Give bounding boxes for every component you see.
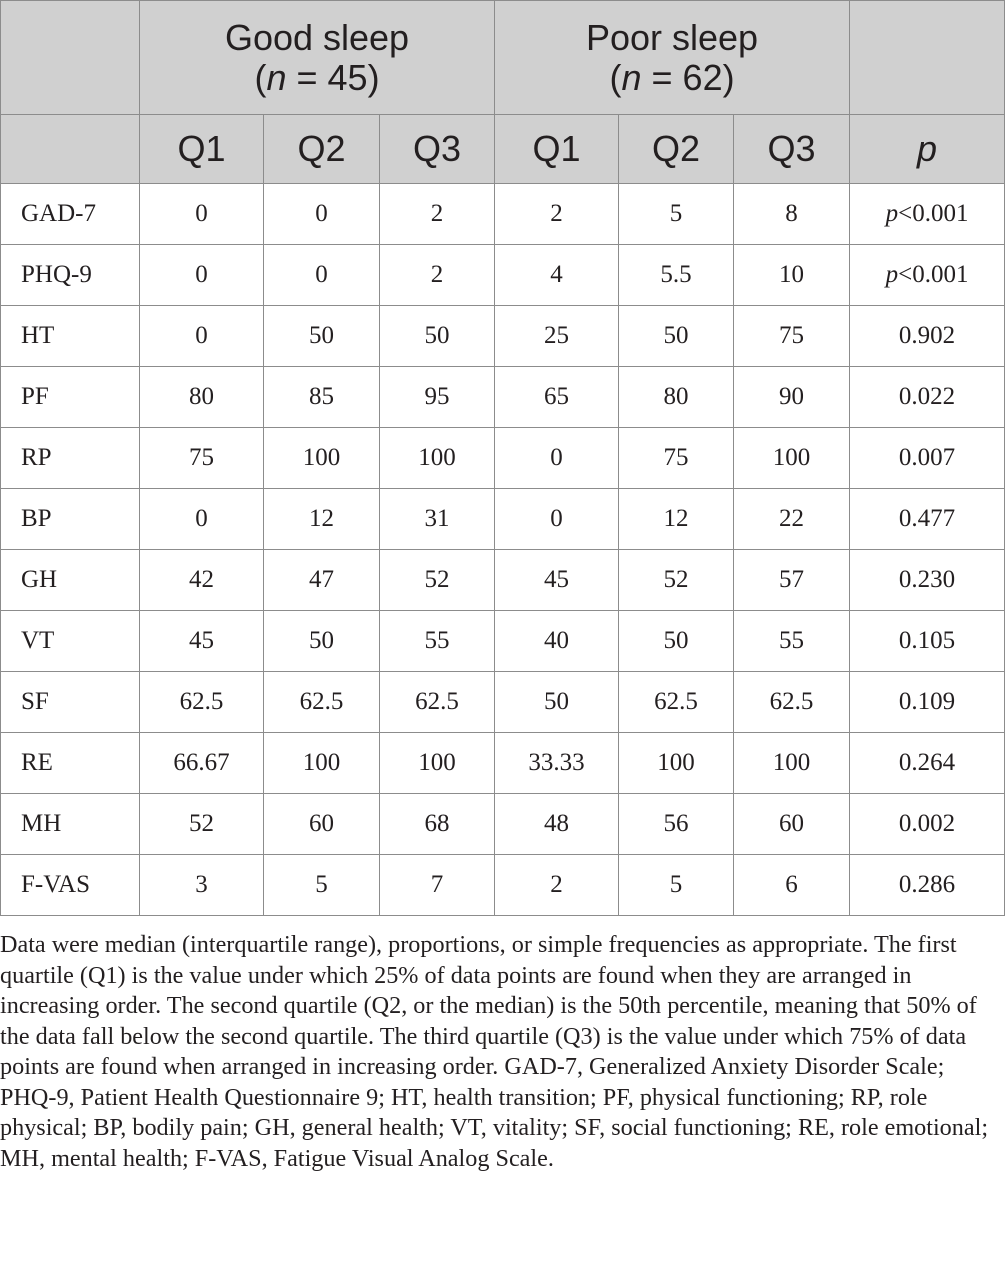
table-cell: 0 (264, 245, 380, 306)
p-value-cell (850, 611, 1005, 672)
table-cell: 90 (734, 367, 850, 428)
table-cell: 100 (619, 733, 734, 794)
table-cell: 2 (495, 184, 619, 245)
table-cell: 57 (734, 550, 850, 611)
good-sleep-n: (n = 45) (254, 56, 380, 98)
table-row (1, 672, 1005, 733)
table-cell: 3 (140, 855, 264, 916)
row-label: MH (1, 794, 140, 855)
p-value: 0.002 (898, 810, 956, 837)
table-cell: 5 (619, 855, 734, 916)
table-cell: 100 (380, 428, 495, 489)
table-cell: 45 (495, 550, 619, 611)
table-cell: 50 (495, 672, 619, 733)
quartile-header-row (1, 115, 1005, 184)
row-label: RP (1, 428, 140, 489)
table-cell: 5 (619, 184, 734, 245)
p-value: 0.105 (898, 627, 956, 654)
table-cell: 100 (380, 733, 495, 794)
row-label: PHQ-9 (1, 245, 140, 306)
quartile-header: Q1 (495, 115, 619, 184)
table-cell: 6 (734, 855, 850, 916)
table-cell: 75 (619, 428, 734, 489)
table-cell: 95 (380, 367, 495, 428)
table-cell: 52 (619, 550, 734, 611)
p-value: 0.230 (898, 566, 956, 593)
table-cell: 7 (380, 855, 495, 916)
table-cell: 68 (380, 794, 495, 855)
p-value: 0.007 (898, 444, 956, 471)
quartile-header: Q1 (140, 115, 264, 184)
table-cell: 0 (495, 428, 619, 489)
table-cell: 5 (264, 855, 380, 916)
table-cell: 62.5 (734, 672, 850, 733)
table-cell: 66.67 (140, 733, 264, 794)
corner-cell-2 (1, 115, 140, 184)
p-value-prefix: p (885, 261, 899, 288)
row-label: HT (1, 306, 140, 367)
p-value-cell (850, 489, 1005, 550)
table-cell: 50 (380, 306, 495, 367)
corner-cell (1, 1, 140, 115)
p-header-spacer (850, 1, 1005, 115)
table-cell: 5.5 (619, 245, 734, 306)
table-cell: 55 (734, 611, 850, 672)
row-label: GH (1, 550, 140, 611)
table-cell: 48 (495, 794, 619, 855)
table-cell: 4 (495, 245, 619, 306)
p-value: 0.022 (898, 383, 956, 410)
p-value: 0.477 (898, 505, 956, 532)
table-cell: 75 (734, 306, 850, 367)
row-label: BP (1, 489, 140, 550)
quartile-header: Q2 (619, 115, 734, 184)
table-cell: 62.5 (380, 672, 495, 733)
table-cell: 0 (140, 489, 264, 550)
p-value-cell (850, 794, 1005, 855)
good-sleep-header (140, 1, 495, 115)
p-value-cell (850, 184, 1005, 245)
table-cell: 2 (380, 184, 495, 245)
quartile-header: Q3 (734, 115, 850, 184)
table-row (1, 245, 1005, 306)
p-value: <0.001 (898, 261, 969, 288)
good-sleep-label: Good sleep (224, 16, 410, 58)
table-cell: 100 (734, 428, 850, 489)
table-cell: 65 (495, 367, 619, 428)
row-label: RE (1, 733, 140, 794)
table-cell: 80 (140, 367, 264, 428)
p-value-header: p (850, 115, 1005, 184)
table-cell: 100 (264, 428, 380, 489)
p-value: 0.109 (898, 688, 956, 715)
table-cell: 85 (264, 367, 380, 428)
table-cell: 50 (264, 306, 380, 367)
table-cell: 55 (380, 611, 495, 672)
table-cell: 8 (734, 184, 850, 245)
p-value: 0.286 (898, 871, 956, 898)
table-cell: 47 (264, 550, 380, 611)
p-value-cell (850, 245, 1005, 306)
p-value-cell (850, 672, 1005, 733)
table-cell: 100 (734, 733, 850, 794)
poor-sleep-header (495, 1, 850, 115)
table-row (1, 184, 1005, 245)
table-cell: 60 (264, 794, 380, 855)
p-value: 0.902 (898, 322, 956, 349)
table-cell: 75 (140, 428, 264, 489)
table-row (1, 428, 1005, 489)
table-cell: 62.5 (140, 672, 264, 733)
p-value-cell (850, 855, 1005, 916)
table-cell: 52 (140, 794, 264, 855)
poor-sleep-label: Poor sleep (585, 16, 759, 58)
table-footnote: Data were median (interquartile range), proportions, or simple frequencies as appropriate. The first quartile (Q1) is the value under which 25% of data points are found when they are arranged in increasing order. The second quartile (Q2, or the median) is the 50th percentile, meaning that 50% of the data fall below the second quartile. The third quartile (Q3) is the value under which 75% of data points are found when arranged in increasing order. GAD-7, Generalized Anxiety Disorder Scale; PHQ-9, Patient Health Questionnaire 9; HT, health transition; PF, physical functioning; RP, role physical; BP, bodily pain; GH, general health; VT, vitality; SF, social functioning; RE, role emotional; MH, mental health; F-VAS, Fatigue Visual Analog Scale. (0, 931, 989, 1172)
p-value-cell (850, 428, 1005, 489)
row-label: SF (1, 672, 140, 733)
table-cell: 25 (495, 306, 619, 367)
table-cell: 33.33 (495, 733, 619, 794)
p-value: 0.264 (898, 749, 956, 776)
p-value-cell (850, 306, 1005, 367)
p-value-cell (850, 367, 1005, 428)
row-label: PF (1, 367, 140, 428)
table-cell: 80 (619, 367, 734, 428)
table-cell: 0 (140, 184, 264, 245)
table-cell: 62.5 (264, 672, 380, 733)
table-cell: 40 (495, 611, 619, 672)
table-row (1, 611, 1005, 672)
table-row (1, 367, 1005, 428)
table-cell: 10 (734, 245, 850, 306)
table-cell: 52 (380, 550, 495, 611)
quartile-header: Q3 (380, 115, 495, 184)
table-cell: 12 (619, 489, 734, 550)
table-row (1, 306, 1005, 367)
table-cell: 42 (140, 550, 264, 611)
table-cell: 62.5 (619, 672, 734, 733)
table-cell: 0 (140, 245, 264, 306)
table-cell: 0 (264, 184, 380, 245)
table-cell: 100 (264, 733, 380, 794)
p-value-cell (850, 550, 1005, 611)
table-row (1, 733, 1005, 794)
table-row (1, 550, 1005, 611)
table-cell: 0 (140, 306, 264, 367)
table-cell: 50 (619, 611, 734, 672)
table-row (1, 489, 1005, 550)
table-cell: 60 (734, 794, 850, 855)
table-cell: 56 (619, 794, 734, 855)
group-header-row (1, 1, 1005, 115)
table-row (1, 794, 1005, 855)
table-cell: 2 (495, 855, 619, 916)
table-row (1, 855, 1005, 916)
table-cell: 31 (380, 489, 495, 550)
table-cell: 0 (495, 489, 619, 550)
row-label: F-VAS (1, 855, 140, 916)
poor-sleep-n: (n = 62) (609, 56, 735, 98)
table-body (1, 184, 1005, 916)
row-label: VT (1, 611, 140, 672)
table-cell: 50 (264, 611, 380, 672)
p-value: <0.001 (898, 200, 969, 227)
row-label: GAD-7 (1, 184, 140, 245)
quartile-header: Q2 (264, 115, 380, 184)
table-cell: 45 (140, 611, 264, 672)
table-cell: 22 (734, 489, 850, 550)
p-value-cell (850, 733, 1005, 794)
table-cell: 12 (264, 489, 380, 550)
table-cell: 50 (619, 306, 734, 367)
table-cell: 2 (380, 245, 495, 306)
p-value-prefix: p (885, 200, 899, 227)
